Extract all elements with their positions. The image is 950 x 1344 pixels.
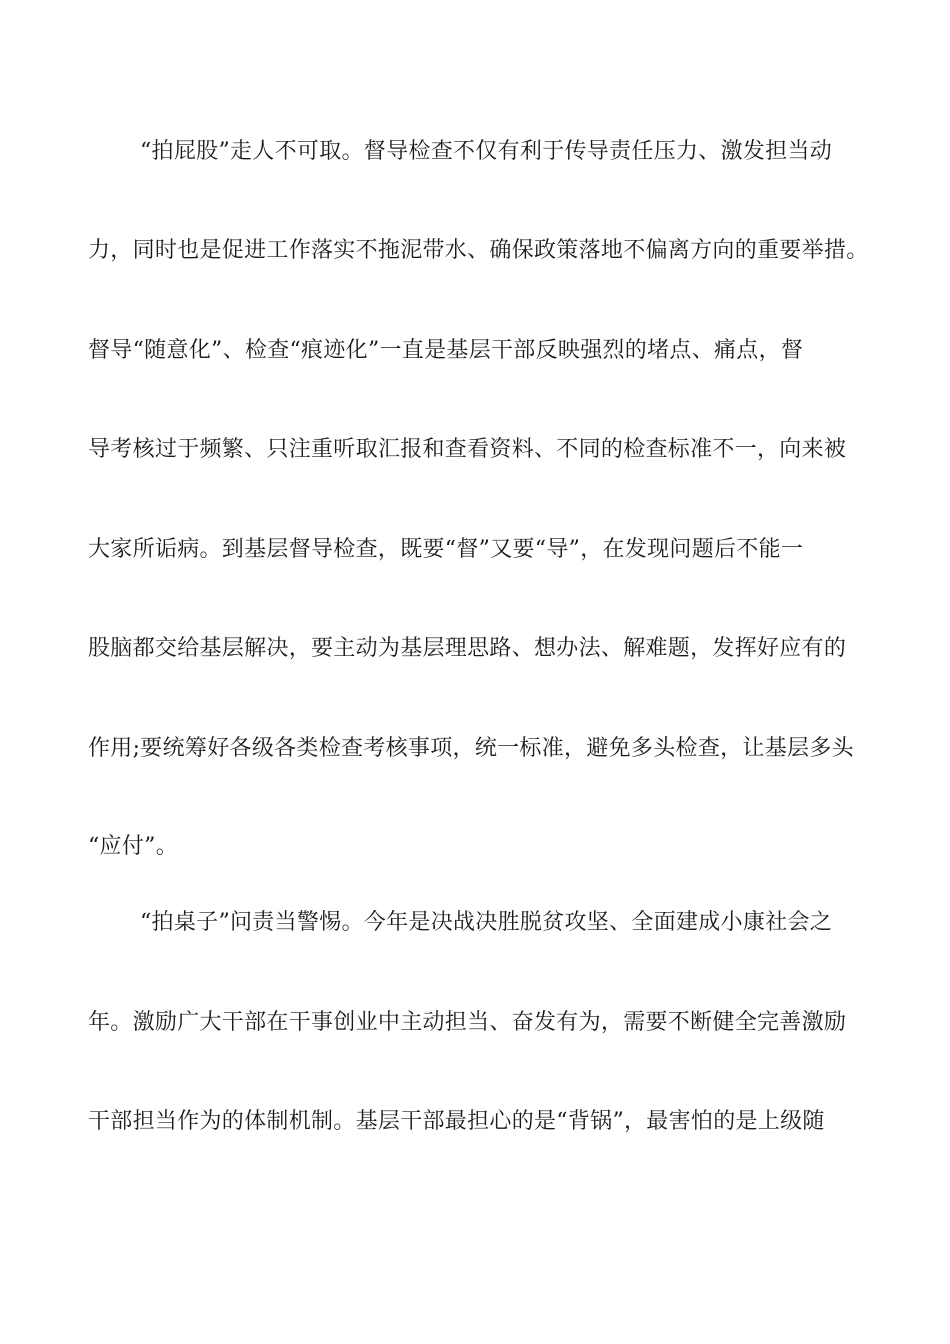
paragraph-1-line-3: 督导“随意化”、检查“痕迹化”一直是基层干部反映强烈的堵点、痛点，督 [88, 338, 804, 363]
paragraph-1-line-6: 股脑都交给基层解决，要主动为基层理思路、想办法、解难题，发挥好应有的 [88, 636, 847, 661]
paragraph-1-line-5: 大家所诟病。到基层督导检查，既要“督”又要“导”，在发现问题后不能一 [88, 537, 804, 562]
paragraph-2-line-1: “拍桌子”问责当警惕。今年是决战决胜脱贫攻坚、全面建成小康社会之 [140, 910, 833, 935]
paragraph-1-line-2: 力，同时也是促进工作落实不拖泥带水、确保政策落地不偏离方向的重要举措。 [88, 238, 869, 263]
paragraph-2-line-2: 年。激励广大干部在干事创业中主动担当、奋发有为，需要不断健全完善激励 [88, 1010, 847, 1035]
paragraph-2-line-3: 干部担当作为的体制机制。基层干部最担心的是“背锅”，最害怕的是上级随 [88, 1109, 825, 1134]
paragraph-1-line-8: “应付”。 [88, 834, 178, 859]
paragraph-1-line-4: 导考核过于频繁、只注重听取汇报和查看资料、不同的检查标准不一，向来被 [88, 437, 847, 462]
paragraph-1-line-1: “拍屁股”走人不可取。督导检查不仅有利于传导责任压力、激发担当动 [140, 139, 833, 164]
paragraph-1-line-7: 作用;要统筹好各级各类检查考核事项，统一标准，避免多头检查，让基层多头 [88, 736, 854, 761]
